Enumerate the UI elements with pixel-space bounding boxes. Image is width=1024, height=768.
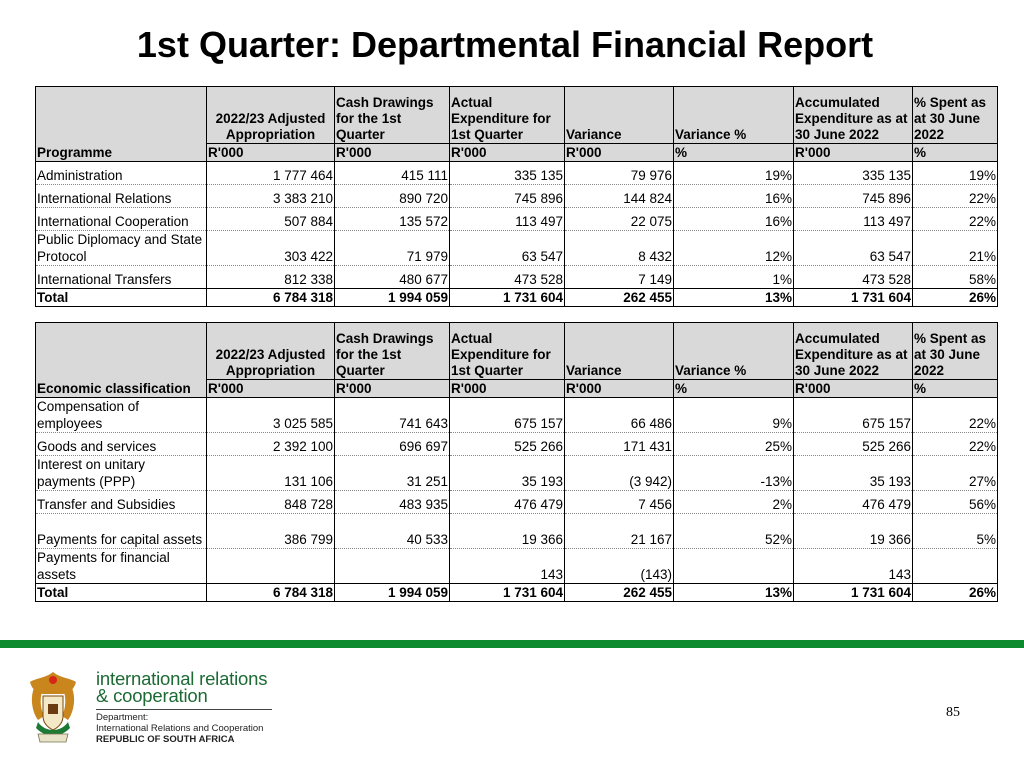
department-label: Department: <box>96 712 149 723</box>
col-header-actual-expenditure: Actual Expenditure for 1st Quarter <box>450 87 565 144</box>
total-cell: 26% <box>913 289 998 307</box>
cell: 22% <box>913 208 998 231</box>
cell: 171 431 <box>565 433 674 456</box>
unit-cell: R'000 <box>207 380 335 398</box>
total-cell: 1 731 604 <box>450 584 565 602</box>
row-label: Payments for capital assets <box>36 514 207 549</box>
cell: 143 <box>794 549 913 584</box>
total-row <box>36 289 998 307</box>
row-label: International Cooperation <box>36 208 207 231</box>
unit-row <box>36 144 998 162</box>
unit-cell: R'000 <box>565 144 674 162</box>
economic-classification-table <box>35 322 998 602</box>
col-header-variance-pct: Variance % <box>674 323 794 380</box>
cell: 483 935 <box>335 491 450 514</box>
cell: 22% <box>913 185 998 208</box>
total-cell: 1 731 604 <box>450 289 565 307</box>
cell: 741 643 <box>335 398 450 433</box>
row-header-label: Programme <box>36 144 207 162</box>
col-header-appropriation: 2022/23 Adjusted Appropriation <box>207 323 335 380</box>
total-cell: 1 731 604 <box>794 584 913 602</box>
table-row <box>36 549 998 584</box>
cell: 5% <box>913 514 998 549</box>
cell: 745 896 <box>794 185 913 208</box>
table-row <box>36 491 998 514</box>
cell: 19% <box>913 162 998 185</box>
page-title: 1st Quarter: Departmental Financial Report <box>136 24 874 65</box>
cell <box>207 549 335 584</box>
unit-cell: R'000 <box>450 380 565 398</box>
brand-name-line1: international relations <box>96 668 268 689</box>
col-header-appropriation: 2022/23 Adjusted Appropriation <box>207 87 335 144</box>
cell: 79 976 <box>565 162 674 185</box>
cell: 56% <box>913 491 998 514</box>
table-row <box>36 162 998 185</box>
cell: 113 497 <box>794 208 913 231</box>
programme-table <box>35 86 998 307</box>
cell: 19 366 <box>794 514 913 549</box>
cell: 2 392 100 <box>207 433 335 456</box>
footer-divider-bar <box>0 640 1024 648</box>
cell: 63 547 <box>794 231 913 266</box>
unit-cell: R'000 <box>565 380 674 398</box>
department-logo <box>24 668 284 752</box>
cell: 848 728 <box>207 491 335 514</box>
unit-cell: R'000 <box>794 380 913 398</box>
total-row <box>36 584 998 602</box>
row-label: Interest on unitary payments (PPP) <box>36 456 207 491</box>
cell: 2% <box>674 491 794 514</box>
cell: 66 486 <box>565 398 674 433</box>
cell: 476 479 <box>450 491 565 514</box>
cell: 22% <box>913 398 998 433</box>
unit-cell: % <box>674 144 794 162</box>
cell: 25% <box>674 433 794 456</box>
col-header-cash-drawings: Cash Drawings for the 1st Quarter <box>335 87 450 144</box>
unit-cell: % <box>674 380 794 398</box>
cell: 58% <box>913 266 998 289</box>
cell: 476 479 <box>794 491 913 514</box>
cell: 7 456 <box>565 491 674 514</box>
cell: 63 547 <box>450 231 565 266</box>
col-header-variance-pct: Variance % <box>674 87 794 144</box>
cell: 16% <box>674 208 794 231</box>
unit-cell: R'000 <box>450 144 565 162</box>
cell: 696 697 <box>335 433 450 456</box>
unit-cell: % <box>913 380 998 398</box>
cell <box>335 549 450 584</box>
total-label: Total <box>36 289 207 307</box>
cell: 386 799 <box>207 514 335 549</box>
total-cell: 1 994 059 <box>335 289 450 307</box>
table-row <box>36 456 998 491</box>
table-row <box>36 433 998 456</box>
cell: 525 266 <box>450 433 565 456</box>
cell: 675 157 <box>794 398 913 433</box>
department-name: International Relations and Cooperation <box>96 723 264 734</box>
cell: 31 251 <box>335 456 450 491</box>
header-blank <box>36 87 207 144</box>
col-header-accumulated: Accumulated Expenditure as at 30 June 2022 <box>794 323 913 380</box>
cell: 8 432 <box>565 231 674 266</box>
cell: 1 777 464 <box>207 162 335 185</box>
cell: 12% <box>674 231 794 266</box>
unit-cell: R'000 <box>794 144 913 162</box>
table-row <box>36 208 998 231</box>
cell: 52% <box>674 514 794 549</box>
cell: 890 720 <box>335 185 450 208</box>
cell: 335 135 <box>794 162 913 185</box>
cell: 19% <box>674 162 794 185</box>
total-cell: 6 784 318 <box>207 289 335 307</box>
row-label: Goods and services <box>36 433 207 456</box>
cell: 3 025 585 <box>207 398 335 433</box>
row-label: Payments for financial assets <box>36 549 207 584</box>
table-row <box>36 231 998 266</box>
cell: 71 979 <box>335 231 450 266</box>
cell: 812 338 <box>207 266 335 289</box>
cell: 144 824 <box>565 185 674 208</box>
table-row <box>36 185 998 208</box>
col-header-pct-spent: % Spent as at 30 June 2022 <box>913 323 998 380</box>
cell: 9% <box>674 398 794 433</box>
cell: 3 383 210 <box>207 185 335 208</box>
total-cell: 262 455 <box>565 289 674 307</box>
cell: 415 111 <box>335 162 450 185</box>
row-label: International Relations <box>36 185 207 208</box>
country-name: REPUBLIC OF SOUTH AFRICA <box>96 734 235 745</box>
brand-name-line2: & cooperation <box>96 685 208 706</box>
row-label: International Transfers <box>36 266 207 289</box>
col-header-cash-drawings: Cash Drawings for the 1st Quarter <box>335 323 450 380</box>
cell: 27% <box>913 456 998 491</box>
cell: 113 497 <box>450 208 565 231</box>
cell: 35 193 <box>794 456 913 491</box>
unit-cell: % <box>913 144 998 162</box>
total-cell: 13% <box>674 289 794 307</box>
header-row <box>36 87 998 144</box>
total-cell: 262 455 <box>565 584 674 602</box>
row-label: Transfer and Subsidies <box>36 491 207 514</box>
col-header-actual-expenditure: Actual Expenditure for 1st Quarter <box>450 323 565 380</box>
cell: 19 366 <box>450 514 565 549</box>
cell: 7 149 <box>565 266 674 289</box>
cell: 21% <box>913 231 998 266</box>
cell: 473 528 <box>794 266 913 289</box>
total-cell: 26% <box>913 584 998 602</box>
table-row <box>36 514 998 549</box>
col-header-pct-spent: % Spent as at 30 June 2022 <box>913 87 998 144</box>
cell: 40 533 <box>335 514 450 549</box>
cell: 16% <box>674 185 794 208</box>
row-label: Compensation of employees <box>36 398 207 433</box>
cell: 131 106 <box>207 456 335 491</box>
cell: 507 884 <box>207 208 335 231</box>
total-cell: 13% <box>674 584 794 602</box>
unit-cell: R'000 <box>335 380 450 398</box>
cell: -13% <box>674 456 794 491</box>
cell: 135 572 <box>335 208 450 231</box>
cell <box>913 549 998 584</box>
header-blank <box>36 323 207 380</box>
total-cell: 6 784 318 <box>207 584 335 602</box>
unit-row <box>36 380 998 398</box>
cell: 1% <box>674 266 794 289</box>
col-header-variance: Variance <box>565 323 674 380</box>
cell <box>674 549 794 584</box>
cell: 22% <box>913 433 998 456</box>
cell: 525 266 <box>794 433 913 456</box>
total-label: Total <box>36 584 207 602</box>
header-row <box>36 323 998 380</box>
cell: 745 896 <box>450 185 565 208</box>
col-header-accumulated: Accumulated Expenditure as at 30 June 2022 <box>794 87 913 144</box>
unit-cell: R'000 <box>335 144 450 162</box>
page-number: 85 <box>946 705 960 720</box>
cell: 335 135 <box>450 162 565 185</box>
brand-divider <box>96 709 272 710</box>
table-row <box>36 266 998 289</box>
cell: 35 193 <box>450 456 565 491</box>
cell: (143) <box>565 549 674 584</box>
cell: (3 942) <box>565 456 674 491</box>
row-header-label: Economic classification <box>36 380 207 398</box>
row-label: Administration <box>36 162 207 185</box>
total-cell: 1 994 059 <box>335 584 450 602</box>
col-header-variance: Variance <box>565 87 674 144</box>
coat-of-arms-icon <box>24 668 82 750</box>
cell: 303 422 <box>207 231 335 266</box>
cell: 22 075 <box>565 208 674 231</box>
cell: 473 528 <box>450 266 565 289</box>
cell: 480 677 <box>335 266 450 289</box>
row-label: Public Diplomacy and State Protocol <box>36 231 207 266</box>
total-cell: 1 731 604 <box>794 289 913 307</box>
cell: 143 <box>450 549 565 584</box>
cell: 675 157 <box>450 398 565 433</box>
cell: 21 167 <box>565 514 674 549</box>
table-row <box>36 398 998 433</box>
unit-cell: R'000 <box>207 144 335 162</box>
